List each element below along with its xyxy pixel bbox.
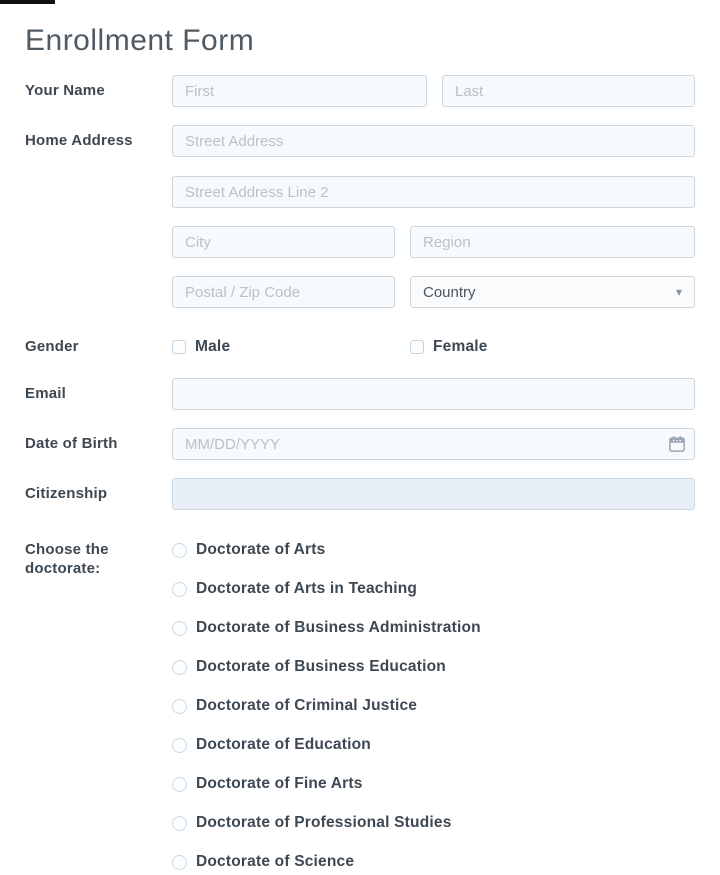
chevron-down-icon: ▾ — [675, 285, 682, 299]
female-checkbox-option[interactable] — [410, 338, 488, 356]
doctorate-radio[interactable] — [172, 855, 187, 870]
male-checkbox-label: Male — [195, 338, 231, 355]
doctorate-option[interactable]: Doctorate of Criminal Justice — [172, 695, 695, 717]
doctorate-radio[interactable] — [172, 621, 187, 636]
doctorate-option[interactable]: Doctorate of Business Administration — [172, 617, 695, 639]
city-region-row — [0, 226, 720, 258]
street-address-2-input[interactable] — [172, 176, 695, 208]
dob-input[interactable] — [172, 428, 695, 460]
doctorate-option[interactable]: Doctorate of Professional Studies — [172, 812, 695, 834]
street2-row — [0, 176, 720, 208]
doctorate-option[interactable]: Doctorate of Science — [172, 851, 695, 873]
doctorate-radio[interactable] — [172, 699, 187, 714]
doctorate-radio-group — [172, 538, 695, 873]
doctorate-option[interactable]: Doctorate of Fine Arts — [172, 773, 695, 795]
doctorate-option[interactable]: Doctorate of Education — [172, 734, 695, 756]
street-row — [0, 125, 720, 157]
gender-row — [0, 336, 720, 358]
doctorate-radio[interactable] — [172, 660, 187, 675]
dob-label: Date of Birth — [25, 435, 118, 452]
dob-row — [0, 428, 720, 460]
doctorate-radio[interactable] — [172, 738, 187, 753]
country-select[interactable] — [410, 276, 695, 308]
page-title: Enrollment Form — [25, 24, 255, 57]
postal-country-row — [0, 276, 720, 308]
gender-label: Gender — [25, 338, 79, 355]
doctorate-option[interactable]: Doctorate of Arts — [172, 539, 695, 561]
email-input[interactable] — [172, 378, 695, 410]
doctorate-radio[interactable] — [172, 816, 187, 831]
doctorate-label: Choose the doctorate: — [25, 541, 109, 577]
male-checkbox[interactable] — [172, 340, 186, 354]
enrollment-form — [0, 75, 720, 875]
calendar-icon[interactable] — [666, 433, 688, 455]
last-name-input[interactable] — [442, 75, 695, 107]
citizenship-input[interactable] — [172, 478, 695, 510]
address-label: Home Address — [25, 132, 133, 149]
city-input[interactable] — [172, 226, 395, 258]
doctorate-row — [0, 538, 720, 875]
street-address-input[interactable] — [172, 125, 695, 157]
doctorate-option[interactable]: Doctorate of Business Education — [172, 656, 695, 678]
citizenship-label: Citizenship — [25, 485, 108, 502]
top-edge-artifact — [0, 0, 55, 4]
doctorate-radio[interactable] — [172, 543, 187, 558]
region-input[interactable] — [410, 226, 695, 258]
doctorate-option[interactable]: Doctorate of Arts in Teaching — [172, 578, 695, 600]
female-checkbox[interactable] — [410, 340, 424, 354]
doctorate-radio[interactable] — [172, 777, 187, 792]
female-checkbox-label: Female — [433, 338, 488, 355]
country-selected-value: Country — [423, 283, 476, 301]
male-checkbox-option[interactable] — [172, 338, 410, 356]
email-label: Email — [25, 385, 67, 402]
postal-code-input[interactable] — [172, 276, 395, 308]
doctorate-radio[interactable] — [172, 582, 187, 597]
citizenship-row — [0, 478, 720, 510]
name-row — [0, 75, 720, 107]
first-name-input[interactable] — [172, 75, 427, 107]
name-label: Your Name — [25, 82, 105, 99]
email-row — [0, 378, 720, 410]
